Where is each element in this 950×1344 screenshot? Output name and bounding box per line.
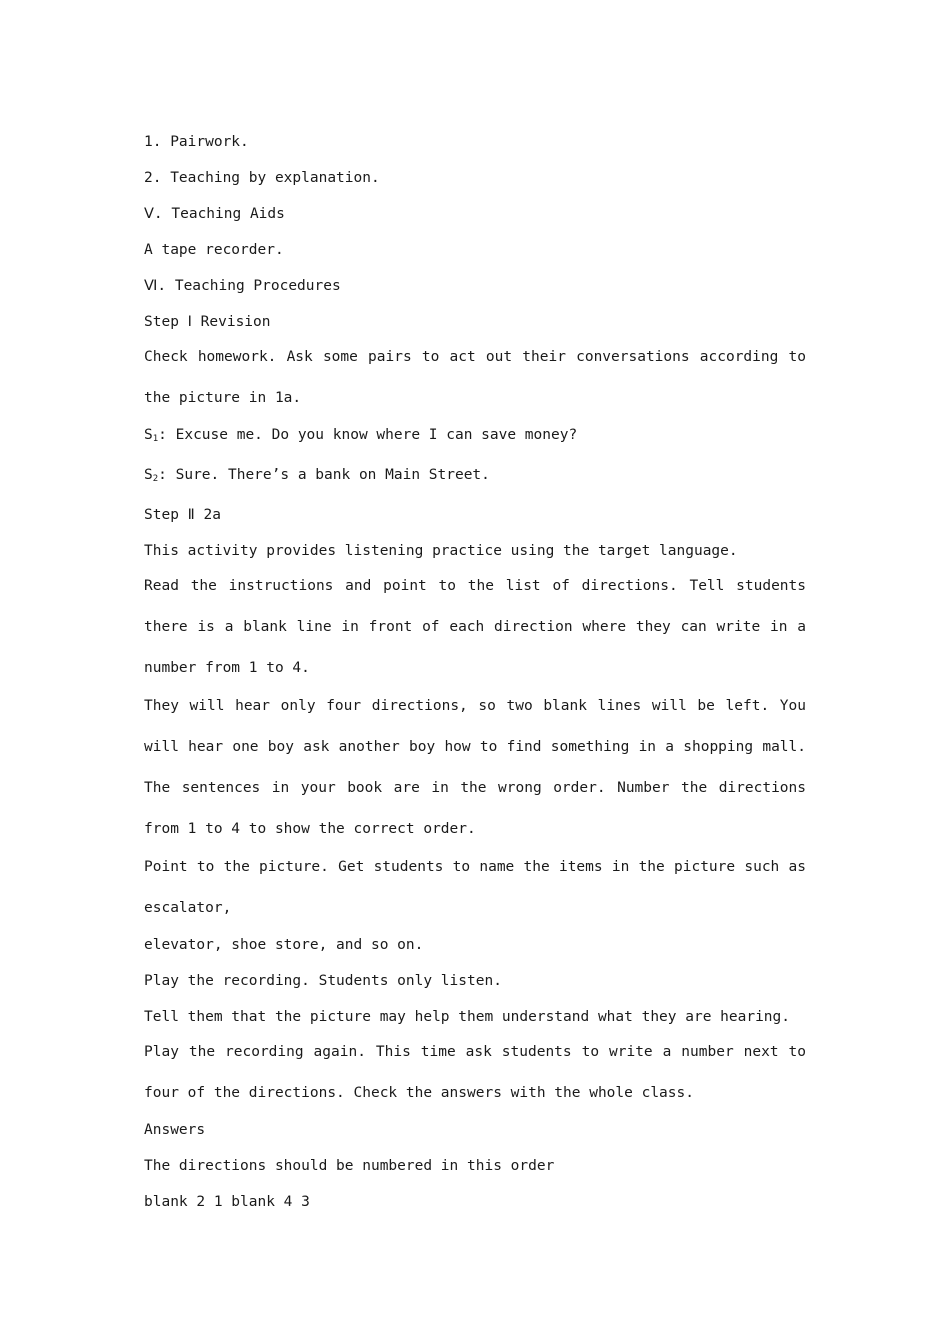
section-heading-teaching-aids: Ⅴ. Teaching Aids — [144, 206, 285, 222]
speaker-label: S — [144, 467, 153, 483]
speaker-label: S — [144, 427, 153, 443]
play-recording-line: Play the recording. Students only listen. — [144, 973, 502, 989]
answers-sequence: blank 2 1 blank 4 3 — [144, 1194, 310, 1210]
listening-paragraph: They will hear only four directions, so two blank lines will be left. You will hear one boy ask another boy how to find something in a shopping mall. The sentences in your book are in the wrong order. Number the directions from 1 to 4 to show the correct order. — [144, 698, 806, 837]
section-heading-teaching-procedures: Ⅵ. Teaching Procedures — [144, 278, 341, 294]
speaker-subscript: 1 — [152, 434, 159, 444]
dialogue-text: : Excuse me. Do you know where I can save money? — [158, 427, 578, 443]
answers-intro: The directions should be numbered in this order — [144, 1158, 555, 1174]
picture-items-line: elevator, shoe store, and so on. — [144, 937, 424, 953]
method-explanation: 2. Teaching by explanation. — [144, 170, 380, 186]
play-again-paragraph: Play the recording again. This time ask students to write a number next to four of the directions. Check the answers with the whole class. — [144, 1044, 806, 1101]
dialogue-line-s2 — [144, 457, 806, 497]
instructions-paragraph: Read the instructions and point to the list of directions. Tell students there is a blank line in front of each direction where they can write in a number from 1 to 4. — [144, 578, 806, 676]
picture-paragraph: Point to the picture. Get students to name the items in the picture such as escalator, — [144, 859, 806, 916]
answers-heading: Answers — [144, 1122, 206, 1138]
teaching-aid-item: A tape recorder. — [144, 242, 284, 258]
picture-help-line: Tell them that the picture may help them understand what they are hearing. — [144, 1009, 791, 1025]
method-pairwork: 1. Pairwork. — [144, 134, 249, 150]
step-2-heading: Step Ⅱ 2a — [144, 507, 221, 523]
step-1-heading: Step Ⅰ Revision — [144, 314, 271, 330]
activity-description: This activity provides listening practice using the target language. — [144, 543, 738, 559]
speaker-subscript: 2 — [152, 474, 159, 484]
dialogue-text: : Sure. There’s a bank on Main Street. — [158, 467, 490, 483]
dialogue-line-s1 — [144, 417, 806, 457]
revision-paragraph: Check homework. Ask some pairs to act out their conversations according to the picture in 1a. — [144, 349, 806, 406]
document-body — [144, 124, 806, 1220]
